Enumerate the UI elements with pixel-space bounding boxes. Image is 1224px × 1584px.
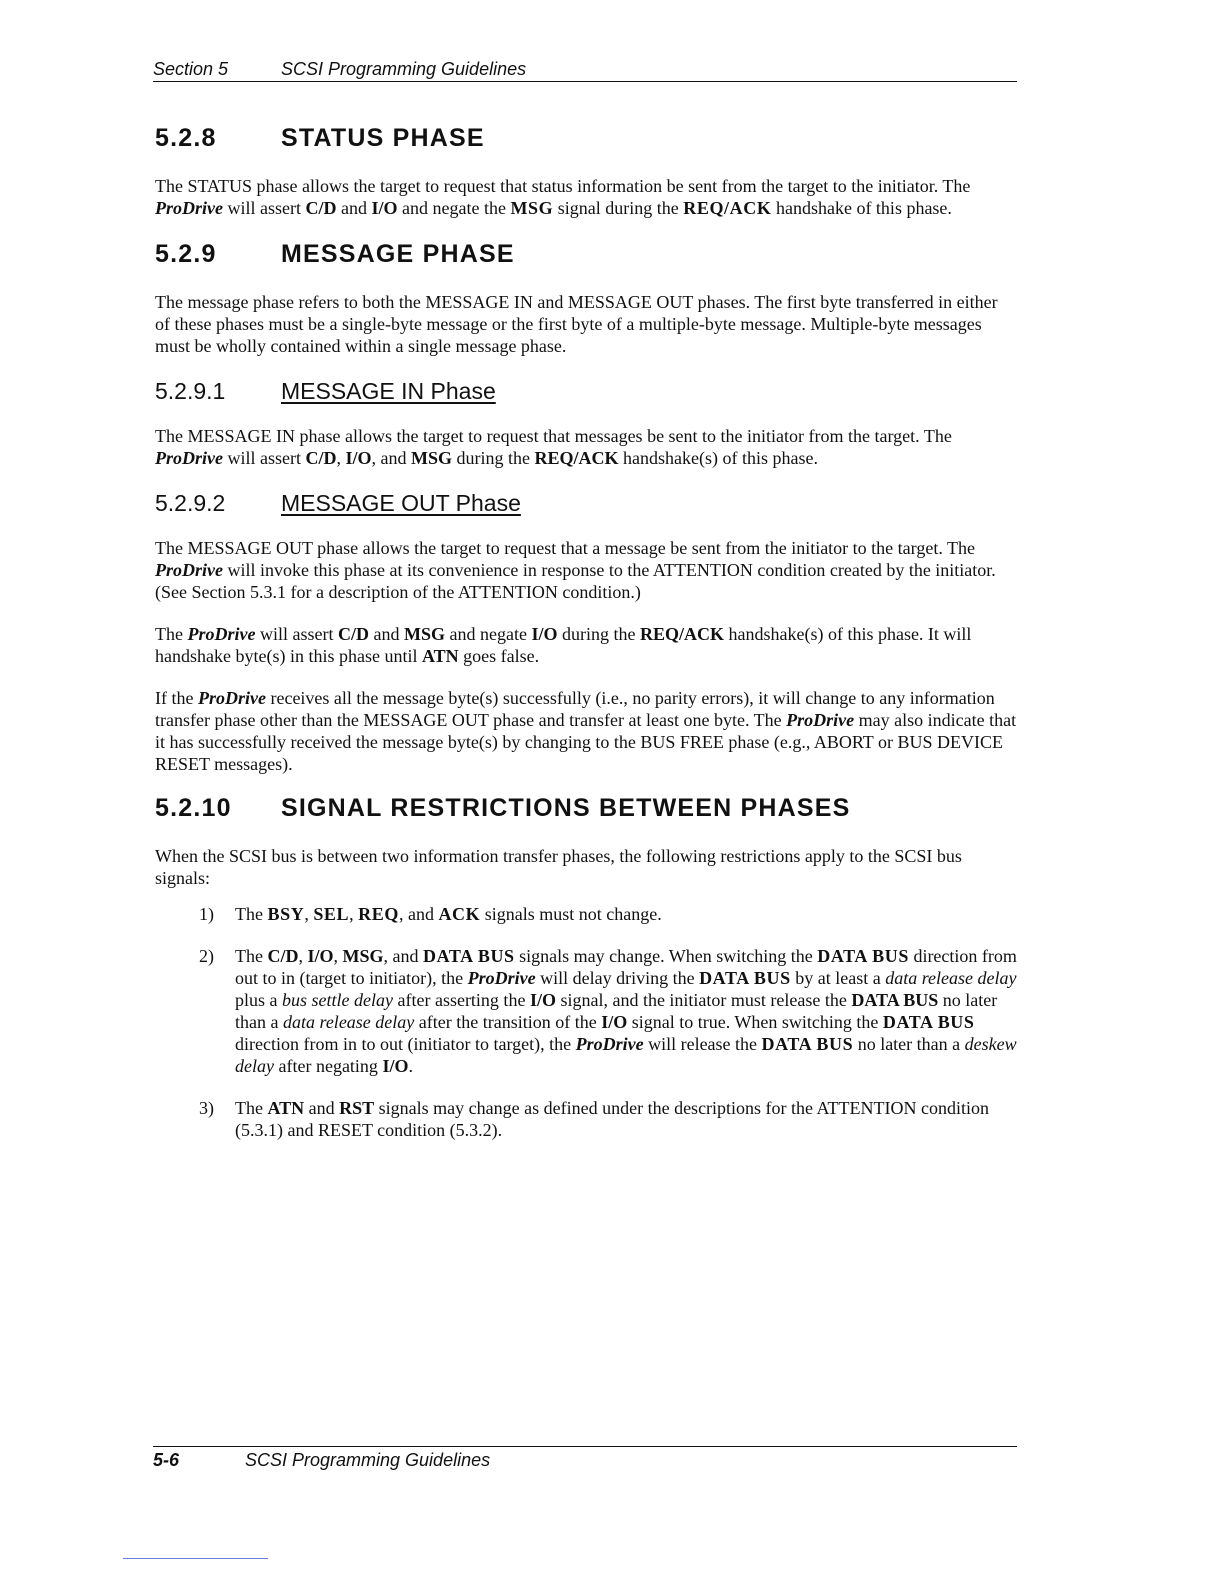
heading-title: MESSAGE IN Phase bbox=[281, 378, 496, 404]
product-name: ProDrive bbox=[155, 198, 223, 218]
heading-5-2-10 bbox=[155, 793, 1017, 823]
heading-number: 5.2.8 bbox=[155, 124, 217, 152]
heading-title: MESSAGE OUT Phase bbox=[281, 490, 521, 516]
running-footer bbox=[153, 1446, 1017, 1472]
heading-number: 5.2.9 bbox=[155, 240, 217, 268]
heading-title: STATUS PHASE bbox=[281, 124, 485, 152]
list-item: 1) The BSY, SEL, REQ, and ACK signals must not change. bbox=[199, 904, 662, 924]
divider bbox=[123, 1558, 268, 1559]
heading-5-2-9-2 bbox=[155, 489, 1017, 517]
list-item: 2) The C/D, I/O, MSG, and DATA BUS signals may change. When switching the DATA BUS direction from out to in (target to initiator), the ProDrive will delay driving the DATA BUS by at least a data release delay plus a bus settle delay after asserting the I/O signal, and the initiator must release the DATA BUS no later than a data release delay after the transition of the I/O signal to true. When switching the DATA BUS direction from in to out (initiator to target), the ProDrive will release the DATA BUS no later than a deskew delay after negating I/O. bbox=[199, 946, 1017, 1076]
product-name: ProDrive bbox=[575, 1034, 644, 1054]
heading-number: 5.2.10 bbox=[155, 794, 232, 822]
heading-title: SIGNAL RESTRICTIONS BETWEEN PHASES bbox=[281, 794, 851, 822]
restrictions-list bbox=[155, 903, 1017, 1141]
list-marker: 2) bbox=[199, 946, 214, 966]
page-body bbox=[155, 123, 1017, 1161]
heading-5-2-9-1 bbox=[155, 377, 1017, 405]
paragraph-message-out-2: The ProDrive will assert C/D and MSG and negate I/O during the REQ/ACK handshake(s) of this phase. It will handshake byte(s) in this phase until ATN goes false. bbox=[155, 624, 972, 666]
paragraph-message-out-1: The MESSAGE OUT phase allows the target to request that a message be sent from the initiator to the target. The ProDrive will invoke this phase at its convenience in response to the ATTENTION condition created by the initiator. (See Section 5.3.1 for a description of the ATTENTION condition.) bbox=[155, 538, 996, 602]
heading-title: MESSAGE PHASE bbox=[281, 240, 515, 268]
product-name: ProDrive bbox=[187, 624, 256, 644]
header-section: Section 5 bbox=[153, 59, 229, 79]
paragraph-status-phase: The STATUS phase allows the target to request that status information be sent from the target to the initiator. The ProDrive will assert C/D and I/O and negate the MSG signal during the REQ/ACK handshake of this phase. bbox=[155, 176, 971, 218]
paragraph-message-phase: The message phase refers to both the MESSAGE IN and MESSAGE OUT phases. The first byte transferred in either of these phases must be a single-byte message or the first byte of a multiple-byte message. Multiple-byte messages must be wholly contained within a single message phase. bbox=[155, 292, 998, 356]
paragraph-message-out-3: If the ProDrive receives all the message byte(s) successfully (i.e., no parity errors), it will change to any information transfer phase other than the MESSAGE OUT phase and transfer at least one byte. The ProDrive may also indicate that it has successfully received the message byte(s) by changing to the BUS FREE phase (e.g., ABORT or BUS DEVICE RESET messages). bbox=[155, 688, 1017, 774]
product-name: ProDrive bbox=[467, 968, 536, 988]
product-name: ProDrive bbox=[155, 560, 223, 580]
paragraph-message-in: The MESSAGE IN phase allows the target to request that messages be sent to the initiator from the target. The ProDrive will assert C/D, I/O, and MSG during the REQ/ACK handshake(s) of this phase. bbox=[155, 426, 952, 468]
product-name: ProDrive bbox=[197, 688, 266, 708]
running-header bbox=[153, 58, 1017, 82]
product-name: ProDrive bbox=[786, 710, 855, 730]
heading-number: 5.2.9.2 bbox=[155, 490, 226, 516]
list-marker: 3) bbox=[199, 1098, 214, 1118]
footer-title: SCSI Programming Guidelines bbox=[245, 1450, 491, 1470]
paragraph-signal-restrictions-intro: When the SCSI bus is between two information transfer phases, the following restrictions apply to the SCSI bus signals: bbox=[155, 846, 962, 888]
list-item: 3) The ATN and RST signals may change as defined under the descriptions for the ATTENTION condition (5.3.1) and RESET condition (5.3.2). bbox=[199, 1098, 990, 1140]
header-title: SCSI Programming Guidelines bbox=[281, 59, 527, 79]
heading-number: 5.2.9.1 bbox=[155, 378, 226, 404]
list-marker: 1) bbox=[199, 904, 214, 924]
heading-5-2-9 bbox=[155, 239, 1017, 269]
page-number: 5-6 bbox=[153, 1450, 180, 1470]
heading-5-2-8 bbox=[155, 123, 1017, 153]
product-name: ProDrive bbox=[155, 448, 223, 468]
